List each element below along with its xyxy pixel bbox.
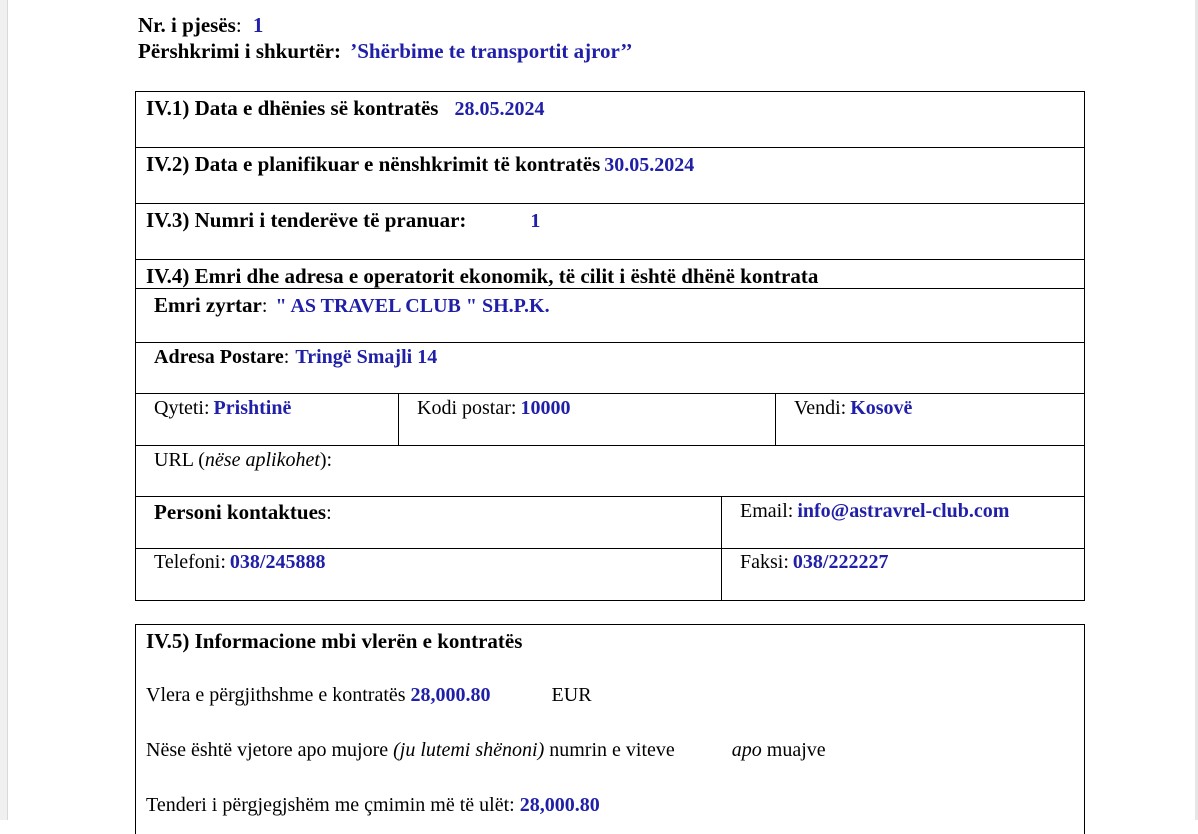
section-iv2 bbox=[146, 152, 694, 177]
section-iv5-title bbox=[146, 629, 522, 654]
official-name-row bbox=[154, 293, 550, 318]
planned-signing-date: 30.05.2024 bbox=[604, 154, 695, 176]
phone-cell bbox=[154, 551, 325, 574]
part-number-label: Nr. i pjesës bbox=[138, 13, 236, 37]
city-cell bbox=[154, 397, 291, 420]
country-cell bbox=[794, 397, 912, 420]
divider bbox=[135, 548, 1085, 549]
lowest-price-label: Tenderi i përgjegjshëm me çmimin më të ulët: bbox=[146, 794, 515, 816]
postal-code-label: Kodi postar: bbox=[417, 397, 517, 419]
divider bbox=[135, 147, 1085, 148]
section-iv4-title bbox=[146, 264, 818, 289]
duration-row bbox=[146, 739, 826, 762]
duration-months-label: muajve bbox=[766, 739, 826, 761]
divider bbox=[721, 496, 722, 601]
duration-apo: apo bbox=[731, 739, 762, 761]
iv2-label: IV.2) Data e planifikuar e nënshkrimit të kontratës bbox=[146, 152, 601, 176]
short-description-label: Përshkrimi i shkurtër: bbox=[138, 39, 341, 63]
lowest-price-row bbox=[146, 794, 600, 817]
email-cell bbox=[740, 500, 1009, 523]
postal-address-value: Tringë Smajli 14 bbox=[295, 346, 438, 368]
url-note: nëse aplikohet bbox=[204, 449, 320, 471]
short-description-value: ’Shërbime te transportit ajror’’ bbox=[350, 39, 633, 63]
duration-years-label: numrin e viteve bbox=[549, 739, 675, 761]
divider bbox=[135, 445, 1085, 446]
url-label: URL ( bbox=[154, 449, 205, 471]
total-value-label: Vlera e përgjithshme e kontratës bbox=[146, 684, 406, 706]
total-value-row bbox=[146, 684, 592, 707]
divider bbox=[135, 203, 1085, 204]
part-number-value: 1 bbox=[252, 13, 264, 37]
fax-value: 038/222227 bbox=[792, 551, 889, 573]
currency: EUR bbox=[551, 684, 592, 706]
city-value: Prishtinë bbox=[213, 397, 292, 419]
divider bbox=[135, 496, 1085, 497]
total-value: 28,000.80 bbox=[410, 684, 491, 706]
postal-address-row bbox=[154, 346, 437, 369]
country-label: Vendi: bbox=[794, 397, 847, 419]
divider bbox=[135, 393, 1085, 394]
url-row bbox=[154, 449, 332, 472]
part-number-colon: : bbox=[235, 13, 242, 37]
official-name-value: " AS TRAVEL CLUB " SH.P.K. bbox=[275, 295, 550, 317]
iv5-label: IV.5) Informacione mbi vlerën e kontratës bbox=[146, 629, 523, 653]
divider bbox=[398, 393, 399, 445]
postal-address-label: Adresa Postare bbox=[154, 346, 284, 368]
phone-value: 038/245888 bbox=[229, 551, 326, 573]
iv1-label: IV.1) Data e dhënies së kontratës bbox=[146, 96, 439, 120]
iv3-label: IV.3) Numri i tenderëve të pranuar: bbox=[146, 208, 467, 232]
fax-cell bbox=[740, 551, 888, 574]
section-iv3 bbox=[146, 208, 540, 233]
phone-label: Telefoni: bbox=[154, 551, 226, 573]
page-margin-left bbox=[0, 0, 8, 820]
postal-code-cell bbox=[417, 397, 570, 420]
part-number-line bbox=[138, 12, 633, 38]
email-value[interactable]: info@astravrel-club.com bbox=[797, 500, 1010, 522]
country-value: Kosovë bbox=[850, 397, 913, 419]
lowest-price-value: 28,000.80 bbox=[519, 794, 600, 816]
email-label: Email: bbox=[740, 500, 794, 522]
short-description-line bbox=[138, 38, 633, 64]
city-label: Qyteti: bbox=[154, 397, 210, 419]
official-name-colon: : bbox=[261, 295, 268, 317]
divider bbox=[135, 259, 1085, 260]
iv4-label: IV.4) Emri dhe adresa e operatorit ekonomik, të cilit i është dhënë kontrata bbox=[146, 264, 819, 288]
tenders-received: 1 bbox=[530, 210, 541, 232]
divider bbox=[775, 393, 776, 445]
contact-person-label: Personi kontaktues bbox=[154, 500, 327, 524]
award-date: 28.05.2024 bbox=[454, 98, 545, 120]
duration-note: (ju lutemi shënoni) bbox=[393, 739, 545, 761]
contact-person-cell bbox=[154, 500, 332, 525]
duration-label: Nëse është vjetore apo mujore bbox=[146, 739, 389, 761]
postal-code-value: 10000 bbox=[520, 397, 571, 419]
fax-label: Faksi: bbox=[740, 551, 789, 573]
official-name-label: Emri zyrtar bbox=[154, 293, 262, 317]
url-label-end: ): bbox=[319, 449, 333, 471]
postal-address-colon: : bbox=[283, 346, 290, 368]
contact-person-colon: : bbox=[326, 502, 332, 524]
document-header bbox=[138, 12, 633, 64]
divider bbox=[135, 342, 1085, 343]
section-iv1 bbox=[146, 96, 544, 121]
